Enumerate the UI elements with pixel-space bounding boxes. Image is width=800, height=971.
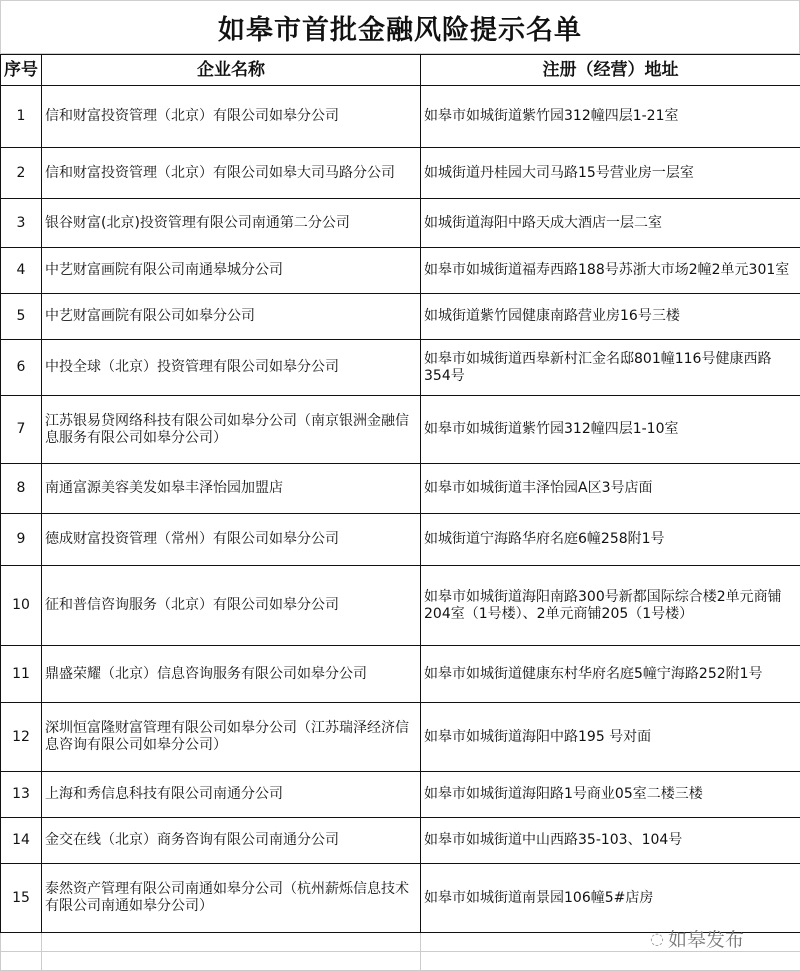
company-address: 如皋市如城街道中山西路35-103、104号 — [421, 818, 800, 864]
table-row — [1, 199, 800, 248]
table-row — [1, 566, 800, 646]
row-number: 4 — [1, 248, 42, 294]
company-address: 如城街道紫竹园健康南路营业房16号三楼 — [421, 294, 800, 340]
company-name: 金交在线（北京）商务咨询有限公司南通分公司 — [42, 818, 421, 864]
company-address: 如皋市如城街道健康东村华府名庭5幢宁海路252附1号 — [421, 646, 800, 703]
company-name: 中艺财富画院有限公司南通皋城分公司 — [42, 248, 421, 294]
company-name: 德成财富投资管理（常州）有限公司如皋分公司 — [42, 514, 421, 566]
empty-cell — [1, 952, 42, 971]
row-number: 13 — [1, 772, 42, 818]
table-row — [1, 864, 800, 933]
company-name: 征和普信咨询服务（北京）有限公司如皋分公司 — [42, 566, 421, 646]
table-row — [1, 248, 800, 294]
row-number: 5 — [1, 294, 42, 340]
company-address: 如皋市如城街道丰泽怡园A区3号店面 — [421, 464, 800, 514]
table-row — [1, 772, 800, 818]
empty-cell — [421, 952, 800, 971]
header-address: 注册（经营）地址 — [421, 55, 800, 86]
company-address: 如城街道海阳中路天成大酒店一层二室 — [421, 199, 800, 248]
company-name: 泰然资产管理有限公司南通如皋分公司（杭州薪烁信息技术有限公司南通如皋分公司） — [42, 864, 421, 933]
company-address: 如皋市如城街道海阳南路300号新都国际综合楼2单元商铺204室（1号楼）、2单元商铺205（1号楼） — [421, 566, 800, 646]
row-number: 6 — [1, 340, 42, 396]
row-number: 10 — [1, 566, 42, 646]
row-number: 1 — [1, 86, 42, 148]
company-address: 如皋市如城街道海阳中路195 号对面 — [421, 703, 800, 772]
company-name: 中艺财富画院有限公司如皋分公司 — [42, 294, 421, 340]
header-no: 序号 — [1, 55, 42, 86]
company-name: 信和财富投资管理（北京）有限公司如皋分公司 — [42, 86, 421, 148]
company-address: 如皋市如城街道海阳路1号商业05室二楼三楼 — [421, 772, 800, 818]
company-address: 如皋市如城街道福寿西路188号苏浙大市场2幢2单元301室 — [421, 248, 800, 294]
table-row — [1, 340, 800, 396]
row-number: 8 — [1, 464, 42, 514]
header-company-name: 企业名称 — [42, 55, 421, 86]
company-name: 鼎盛荣耀（北京）信息咨询服务有限公司如皋分公司 — [42, 646, 421, 703]
table-row — [1, 148, 800, 199]
company-name: 上海和秀信息科技有限公司南通分公司 — [42, 772, 421, 818]
row-number: 11 — [1, 646, 42, 703]
watermark — [650, 925, 744, 952]
row-number: 9 — [1, 514, 42, 566]
page-title: 如皋市首批金融风险提示名单 — [0, 0, 800, 54]
empty-row — [1, 952, 800, 971]
company-name: 银谷财富(北京)投资管理有限公司南通第二分公司 — [42, 199, 421, 248]
company-address: 如皋市如城街道南景园106幢5#店房 — [421, 864, 800, 933]
row-number: 2 — [1, 148, 42, 199]
company-address: 如城街道丹桂园大司马路15号营业房一层室 — [421, 148, 800, 199]
company-name: 中投全球（北京）投资管理有限公司如皋分公司 — [42, 340, 421, 396]
company-address: 如城街道宁海路华府名庭6幢258附1号 — [421, 514, 800, 566]
row-number: 7 — [1, 396, 42, 464]
table-row — [1, 818, 800, 864]
empty-cell — [1, 933, 42, 952]
row-number: 3 — [1, 199, 42, 248]
empty-cell — [42, 933, 421, 952]
company-name: 信和财富投资管理（北京）有限公司如皋大司马路分公司 — [42, 148, 421, 199]
table-row — [1, 294, 800, 340]
table-row — [1, 514, 800, 566]
table-row — [1, 646, 800, 703]
wechat-icon: ◌ — [650, 929, 664, 948]
table-row — [1, 464, 800, 514]
table-row — [1, 703, 800, 772]
row-number: 15 — [1, 864, 42, 933]
table-row — [1, 86, 800, 148]
company-address: 如皋市如城街道紫竹园312幢四层1-21室 — [421, 86, 800, 148]
table-row — [1, 396, 800, 464]
company-name: 深圳恒富隆财富管理有限公司如皋分公司（江苏瑞泽经济信息咨询有限公司如皋分公司） — [42, 703, 421, 772]
company-name: 江苏银易贷网络科技有限公司如皋分公司（南京银洲金融信息服务有限公司如皋分公司） — [42, 396, 421, 464]
table-header-row — [1, 55, 800, 86]
watermark-text: 如皋发布 — [668, 925, 744, 952]
row-number: 14 — [1, 818, 42, 864]
row-number: 12 — [1, 703, 42, 772]
company-address: 如皋市如城街道紫竹园312幢四层1-10室 — [421, 396, 800, 464]
company-address: 如皋市如城街道西皋新村汇金名邸801幢116号健康西路354号 — [421, 340, 800, 396]
company-name: 南通富源美容美发如皋丰泽怡园加盟店 — [42, 464, 421, 514]
empty-cell — [42, 952, 421, 971]
risk-list-table — [0, 54, 800, 971]
